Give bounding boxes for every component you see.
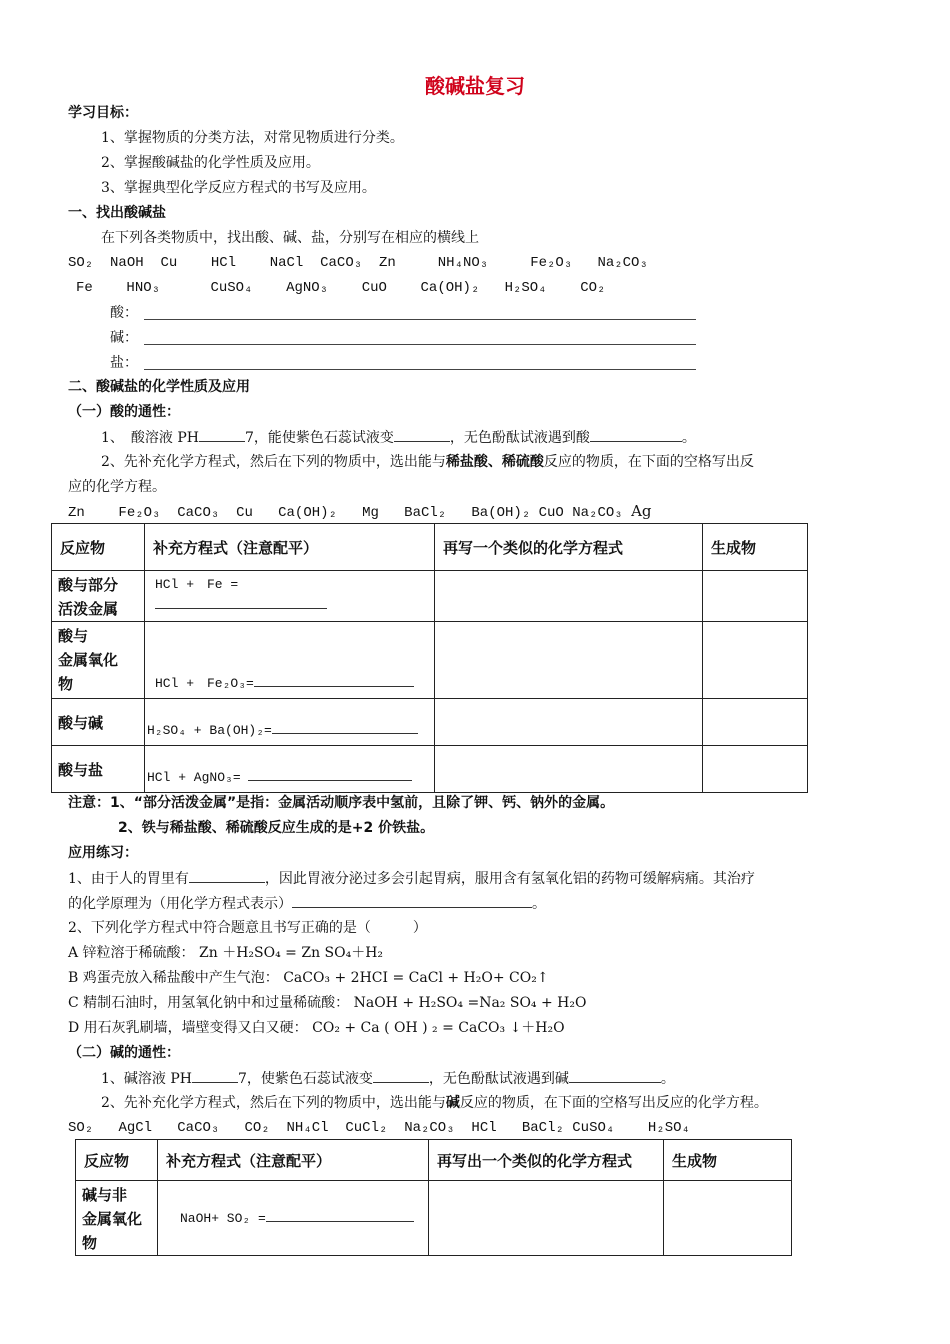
- section2-heading: 二、酸碱盐的化学性质及应用: [68, 379, 250, 395]
- similar-equation-cell[interactable]: [429, 1181, 664, 1256]
- blank-field[interactable]: [155, 595, 327, 609]
- section1-instruction: 在下列各类物质中，找出酸、碱、盐，分别写在相应的横线上: [101, 230, 479, 246]
- substance: CaCO₃: [320, 255, 363, 271]
- blank-field[interactable]: [248, 767, 412, 781]
- table-row: [76, 1181, 792, 1256]
- base-table: [75, 1139, 792, 1256]
- salt-label: 盐：: [110, 355, 138, 371]
- practice-question-2: 2、下列化学方程式中符合题意且书写正确的是（ ）: [68, 920, 427, 936]
- substance: Zn: [68, 505, 85, 521]
- objective-item: 1、掌握物质的分类方法，对常见物质进行分类。: [101, 130, 404, 146]
- base-heading: （二）碱的通性：: [68, 1045, 180, 1061]
- acid-heading: （一）酸的通性：: [68, 404, 180, 420]
- acid-label: 酸：: [110, 305, 138, 321]
- section1-heading: 一、找出酸碱盐: [68, 205, 166, 221]
- substance: H₂SO₄: [647, 1120, 690, 1136]
- row-label: 酸与部分 活泼金属: [52, 571, 145, 622]
- substance-list-2: [76, 278, 605, 298]
- substance: Cu: [160, 255, 178, 271]
- substance: Na₂CO₃: [597, 255, 648, 271]
- substance-list-1: [68, 253, 648, 273]
- substance: NH₄Cl: [286, 1120, 329, 1136]
- substance: BaCl₂: [521, 1120, 564, 1136]
- substance: Fe₂O₃: [530, 255, 573, 271]
- products-cell[interactable]: [703, 699, 808, 746]
- products-cell[interactable]: [703, 746, 808, 793]
- option-d[interactable]: D 用石灰乳刷墙，墙壁变得又白又硬： CO₂ + Ca ( OH ) ₂ = CaCO₃ ↓＋H₂O: [68, 1020, 565, 1036]
- base-question-1: 1、碱溶液 PH 7，使紫色石蕊试液变 ，无色酚酞试液遇到碱 。: [101, 1068, 675, 1089]
- products-cell[interactable]: [664, 1181, 792, 1256]
- substance: Ba(OH)₂: [471, 505, 531, 521]
- substance: NH₄NO₃: [437, 255, 489, 271]
- option-c[interactable]: C 精制石油时，用氢氧化钠中和过量稀硫酸： NaOH + H₂SO₄ =Na₂ SO₄ + H₂O: [68, 995, 587, 1011]
- blank-field[interactable]: [254, 673, 414, 687]
- substance: Fe₂O₃: [118, 505, 161, 521]
- substance: Cu: [236, 505, 253, 521]
- base-answer-line[interactable]: [144, 344, 696, 345]
- table-row: [52, 746, 808, 793]
- row-label: 酸与碱: [52, 699, 145, 746]
- blank-field[interactable]: [192, 1068, 238, 1083]
- objectives-heading: 学习目标：: [68, 105, 138, 121]
- practice-question-1-cont: 的化学原理为（用化学方程式表示） 。: [68, 893, 546, 914]
- substance: Zn: [378, 255, 396, 271]
- equation-cell[interactable]: HCl + Fe₂O₃=: [145, 622, 435, 699]
- table-header: 反应物: [52, 524, 145, 571]
- substance: NaOH: [110, 255, 144, 271]
- substance: CuO: [361, 280, 387, 296]
- row-label: 酸与 金属氧化 物: [52, 622, 145, 699]
- substance: CO₂: [244, 1120, 270, 1136]
- equation-cell[interactable]: H₂SO₄ + Ba(OH)₂=: [145, 699, 435, 746]
- products-cell[interactable]: [703, 622, 808, 699]
- blank-field[interactable]: [394, 427, 450, 442]
- table-row: [52, 622, 808, 699]
- base-label: 碱：: [110, 330, 138, 346]
- substance: CuO: [538, 505, 564, 521]
- base-question-2: 2、先补充化学方程式，然后在下列的物质中，选出能与碱反应的物质，在下面的空格写出反应的化学方程。: [101, 1095, 768, 1111]
- substance: HCl: [210, 255, 237, 271]
- substance: CO₂: [580, 280, 606, 296]
- blank-field[interactable]: [292, 893, 532, 908]
- substance: AgCl: [118, 1120, 153, 1136]
- objective-item: 3、掌握典型化学反应方程式的书写及应用。: [101, 180, 376, 196]
- row-label: 酸与盐: [52, 746, 145, 793]
- substance: Ca(OH)₂: [278, 505, 337, 521]
- substance: AgNO₃: [286, 280, 329, 296]
- table-header: 生成物: [664, 1140, 792, 1181]
- substance: Mg: [362, 505, 379, 521]
- substance: Na₂CO₃: [572, 505, 623, 521]
- base-substance-list: [68, 1118, 690, 1138]
- substance: Ca(OH)₂: [420, 280, 480, 296]
- substance: Fe: [76, 280, 93, 296]
- blank-field[interactable]: [569, 1068, 661, 1083]
- table-header: 再写一个类似的化学方程式: [435, 524, 703, 571]
- page-title: 酸碱盐复习: [425, 74, 525, 98]
- acid-question-2: 2、先补充化学方程式，然后在下列的物质中，选出能与稀盐酸、稀硫酸反应的物质，在下面的空格写出反: [101, 454, 754, 470]
- note-2: 2、铁与稀盐酸、稀硫酸反应生成的是+2 价铁盐。: [118, 820, 435, 836]
- products-cell[interactable]: [703, 571, 808, 622]
- substance: H₂SO₄: [504, 280, 547, 296]
- substance: SO₂: [68, 1120, 94, 1136]
- row-label: 碱与非 金属氧化 物: [76, 1181, 158, 1256]
- table-header: 补充方程式（注意配平）: [158, 1140, 429, 1181]
- table-header: 反应物: [76, 1140, 158, 1181]
- acid-table: [51, 523, 808, 793]
- substance: Ag: [631, 502, 652, 520]
- substance: CaCO₃: [177, 505, 220, 521]
- blank-field[interactable]: [189, 868, 265, 883]
- substance: HNO₃: [126, 280, 161, 296]
- substance: NaCl: [269, 255, 304, 271]
- blank-field[interactable]: [590, 427, 682, 442]
- acid-substance-list: [68, 501, 652, 523]
- substance: SO₂: [68, 255, 94, 271]
- substance: CuSO₄: [210, 280, 253, 296]
- equation-cell[interactable]: HCl + AgNO₃=: [145, 746, 435, 793]
- similar-equation-cell[interactable]: [435, 699, 703, 746]
- substance: HCl: [471, 1120, 497, 1136]
- practice-question-1: 1、由于人的胃里有 ，因此胃液分泌过多会引起胃病，服用含有氢氧化铝的药物可缓解病痛。其治疗: [68, 868, 755, 889]
- note-1: 注意：1、“部分活泼金属”是指：金属活动顺序表中氢前，且除了钾、钙、钠外的金属。: [68, 795, 615, 811]
- objective-item: 2、掌握酸碱盐的化学性质及应用。: [101, 155, 320, 171]
- blank-field[interactable]: [373, 1068, 429, 1083]
- similar-equation-cell[interactable]: [435, 622, 703, 699]
- acid-answer-line[interactable]: [144, 319, 696, 320]
- substance: Na₂CO₃: [404, 1120, 455, 1136]
- equation-cell[interactable]: NaOH+ SO₂ =: [158, 1181, 429, 1256]
- practice-heading: 应用练习：: [68, 845, 138, 861]
- substance: CaCO₃: [177, 1120, 220, 1136]
- blank-field[interactable]: [272, 720, 418, 734]
- option-b[interactable]: B 鸡蛋壳放入稀盐酸中产生气泡： CaCO₃ + 2HCI = CaCl + H₂O+ CO₂↑: [68, 970, 549, 986]
- substance: CuCl₂: [345, 1120, 388, 1136]
- table-row: [52, 699, 808, 746]
- similar-equation-cell[interactable]: [435, 746, 703, 793]
- acid-question-2-cont: 应的化学方程。: [68, 479, 166, 495]
- equation-cell[interactable]: HCl + Fe =: [145, 571, 435, 622]
- substance: CuSO₄: [572, 1120, 615, 1136]
- similar-equation-cell[interactable]: [435, 571, 703, 622]
- substance: BaCl₂: [404, 505, 447, 521]
- acid-question-1: 1、 酸溶液 PH 7，能使紫色石蕊试液变 ，无色酚酞试液遇到酸 。: [101, 427, 696, 448]
- table-header: 生成物: [703, 524, 808, 571]
- blank-field[interactable]: [199, 427, 245, 442]
- option-a[interactable]: A 锌粒溶于稀硫酸： Zn ＋H₂SO₄ = Zn SO₄＋H₂: [68, 945, 384, 961]
- table-row: [52, 571, 808, 622]
- table-header: 补充方程式（注意配平）: [145, 524, 435, 571]
- blank-field[interactable]: [266, 1208, 414, 1222]
- table-header: 再写出一个类似的化学方程式: [429, 1140, 664, 1181]
- salt-answer-line[interactable]: [144, 369, 696, 370]
